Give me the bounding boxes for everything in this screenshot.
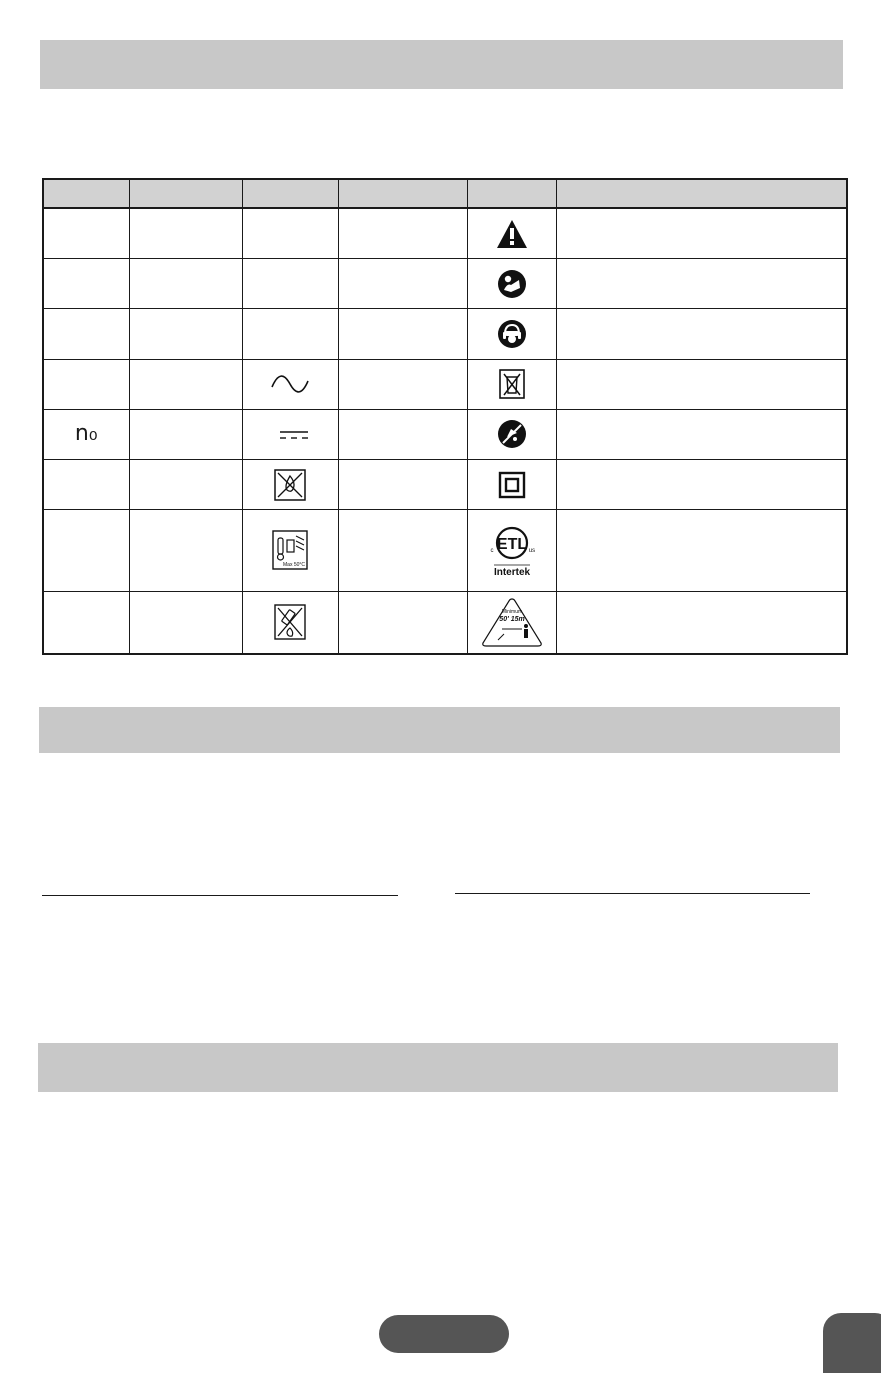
page-number-pill [379,1315,509,1353]
table-cell [556,259,847,309]
eye-ear-protection-icon [497,319,527,349]
bystander-distance-icon [480,596,544,648]
header-cell [556,179,847,208]
no-battery-in-fire-icon [274,604,306,640]
symbols-table [42,178,848,655]
table-cell [338,359,467,409]
table-row [43,208,847,259]
header-cell [338,179,467,208]
table-cell [467,359,556,409]
table-cell [129,359,242,409]
table-cell [43,309,129,359]
table-cell [338,208,467,259]
table-cell [338,510,467,591]
double-insulation-icon [498,471,526,499]
intertek-label: Intertek [493,567,530,579]
table-cell [129,259,242,309]
table-cell [242,409,338,459]
table-cell [242,208,338,259]
table-row [43,510,847,591]
table-cell [43,460,129,510]
min-distance-label: Minimum [501,609,522,616]
table-row [43,259,847,309]
table-cell [43,510,129,591]
blank-line-left [42,895,398,896]
table-cell [242,309,338,359]
max-temp-label: Max 50°C [283,562,306,569]
table-cell [467,259,556,309]
blank-line-right [455,893,810,894]
table-cell [43,259,129,309]
header-cell [129,179,242,208]
table-cell [338,409,467,459]
no-fire-battery-icon [274,469,306,501]
table-row [43,591,847,654]
direct-current-icon [268,423,312,445]
table-cell [129,460,242,510]
table-cell [556,460,847,510]
table-cell [129,309,242,359]
etl-c-label: c [490,548,493,555]
battery-temperature-icon [272,530,308,570]
table-cell [556,591,847,654]
distance-value: 50' 15m [498,616,525,624]
page-edge-tab [823,1313,881,1373]
table-cell [43,208,129,259]
table-cell [43,359,129,409]
table-cell [129,208,242,259]
table-cell [242,510,338,591]
table-cell [338,309,467,359]
table-cell [556,208,847,259]
svg-text:ETL: ETL [496,536,527,554]
table-cell [467,409,556,459]
table-row [43,460,847,510]
table-cell [467,510,556,591]
table-row [43,309,847,359]
table-cell [556,309,847,359]
weee-crossed-bin-icon [499,369,525,399]
header-cell [467,179,556,208]
table-cell [467,208,556,259]
table-cell [467,591,556,654]
table-row [43,359,847,409]
table-cell [129,409,242,459]
table-cell [242,259,338,309]
table-cell [43,409,129,459]
header-cell [242,179,338,208]
table-cell [129,591,242,654]
table-cell [242,591,338,654]
table-cell [556,510,847,591]
table-cell [556,409,847,459]
read-manual-icon [497,269,527,299]
table-row [43,409,847,459]
header-cell [43,179,129,208]
table-cell [467,309,556,359]
table-header-row [43,179,847,208]
table-cell [556,359,847,409]
table-cell [338,460,467,510]
table-cell [129,510,242,591]
table-cell [43,591,129,654]
no-load-speed-symbol: n₀ [74,421,98,447]
table-cell [242,359,338,409]
section-header-bar [39,707,840,753]
alternating-current-icon [268,371,312,397]
section-header-bar [38,1043,838,1092]
table-cell [242,460,338,510]
table-cell [467,460,556,510]
no-rain-exposure-icon [497,419,527,449]
table-cell [338,591,467,654]
section-header-bar [40,40,843,89]
etl-intertek-mark-icon [486,522,538,578]
warning-triangle-icon [495,218,529,250]
table-cell [338,259,467,309]
etl-us-label: us [528,548,535,555]
